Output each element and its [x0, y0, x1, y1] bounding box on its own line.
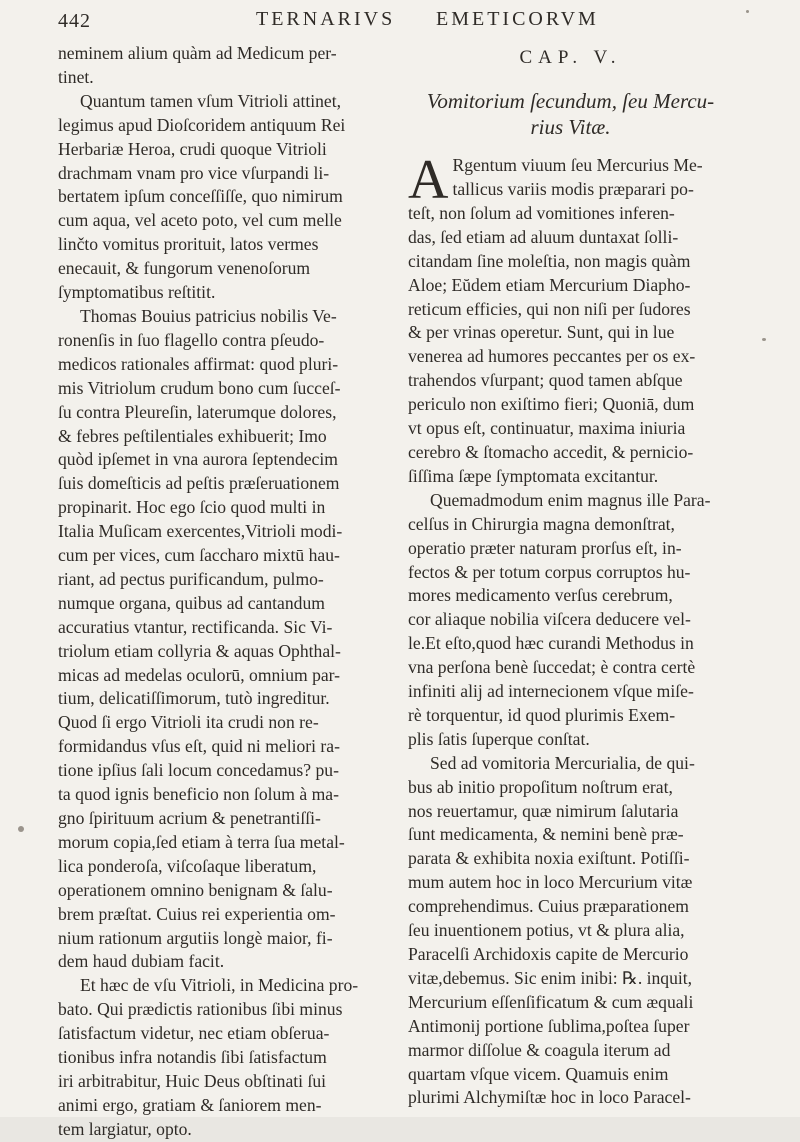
text-line: Sed ad vomitoria Mercurialia, de qui-: [430, 752, 695, 773]
page-number: 442: [58, 10, 91, 32]
text-line: tinet.: [58, 66, 94, 87]
text-line: plis ſatis ſuperque conſtat.: [408, 728, 590, 749]
text-line: numque organa, quibus ad cantandum: [58, 592, 325, 613]
text-line: brem præſtat. Cuius rei experientia om-: [58, 903, 336, 924]
ink-speck: [18, 826, 24, 832]
text-line: morum copia,ſed etiam à terra ſua metal-: [58, 831, 345, 852]
chapter-title: [408, 88, 733, 140]
text-line: vna perſona benè ſuccedat; è contra certè: [408, 657, 696, 678]
text-line: ta quod ignis beneficio non ſolum à ma-: [58, 784, 339, 805]
text-line: propinarit. Hoc ego ſcio quod multi in: [58, 497, 326, 518]
text-line: plurimi Alchymiſtæ hoc in loco Paracel-: [408, 1087, 691, 1108]
text-line: neminem alium quàm ad Medicum per-: [58, 43, 337, 63]
text-line: gno ſpirituum acrium & penetrantiſſi-: [58, 808, 321, 828]
text-line: lica ponderoſa, viſcoſaque liberatum,: [58, 855, 317, 876]
text-line: ſunt medicamenta, & nemini benè præ-: [408, 824, 684, 845]
ink-speck: [762, 338, 766, 341]
text-line: periculo non exiſtimo fieri; Quoniā, dum: [408, 394, 695, 415]
text-line: Herbariæ Heroa, crudi quoque Vitrioli: [58, 138, 327, 159]
text-line: trahendos vſurpant; quod tamen abſque: [408, 370, 683, 391]
text-line: iri arbitrabitur, Huic Deus obſtinati ſui: [58, 1070, 327, 1091]
drop-cap: A: [408, 148, 449, 211]
text-line: drachmam vnam pro vice vſurpandi li-: [58, 162, 330, 183]
text-line: operatio præter naturam prorſus eſt, in-: [408, 537, 682, 558]
text-line: citandam ſine moleſtia, non magis quàm: [408, 250, 691, 271]
text-line: cum per vices, cum ſaccharo mixtū hau-: [58, 545, 340, 566]
text-line: mum autem hoc in loco Mercurium vitæ: [408, 872, 693, 893]
text-line: Italia Muſicam exercentes,Vitrioli modi-: [58, 521, 343, 542]
text-line: comprehendimus. Cuius præparationem: [408, 896, 689, 917]
text-line: dem haud dubiam facit.: [58, 951, 225, 972]
text-line: operationem omnino benignam & ſalu-: [58, 879, 333, 900]
text-line: ſymptomatibus reſtitit.: [58, 282, 216, 303]
text-line: legimus apud Dioſcoridem antiquum Rei: [58, 114, 346, 135]
text-line: linčto vomitus prorituit, latos vermes: [58, 234, 319, 255]
text-line: fectos & per totum corpus corruptos hu-: [408, 561, 691, 582]
text-line: enecauit, & fungorum venenoſorum: [58, 258, 311, 279]
right-column: [408, 42, 733, 1110]
text-line: nium rationum argutiis longè maior, fi-: [58, 927, 333, 948]
text-line: ſiſſima ſæpe ſymptomata excitantur.: [408, 465, 659, 486]
text-line: Rgentum viuum ſeu Mercurius Me-: [452, 154, 703, 175]
text-line: & per vrinas operetur. Sunt, qui in lue: [408, 322, 675, 343]
text-line: mores medicamento verſus cerebrum,: [408, 585, 673, 606]
text-line: le.Et eſto,quod hæc curandi Methodus in: [408, 633, 694, 654]
text-line: tium, delicatiſſimorum, tutò ingreditur.: [58, 688, 330, 709]
ink-speck: [746, 10, 749, 13]
text-line: mis Vitriolum crudum bono cum ſucceſ-: [58, 377, 341, 398]
text-line: bertatem ipſum conceſſiſſe, quo nimirum: [58, 186, 343, 207]
text-line: rè torquentur, id quod plurimis Exem-: [408, 704, 676, 725]
text-line: cerebro & ſtomacho accedit, & pernicio-: [408, 441, 694, 462]
text-line: tionibus infra notandis ſibi ſatisfactum: [58, 1047, 327, 1068]
text-line: ſeu inuentionem potius, vt & plura alia,: [408, 920, 685, 941]
text-line: bus ab initio propoſitum noſtrum erat,: [408, 776, 673, 797]
text-line: ſuis domeſticis ad peſtis præſeruationem: [58, 473, 340, 494]
text-line: cum aqua, vel aceto poto, vel cum melle: [58, 210, 342, 231]
text-line: ſatisfactum videtur, nec etiam obſerua-: [58, 1023, 330, 1044]
text-line: quartam vſque vicem. Quamuis enim: [408, 1063, 669, 1084]
chapter-label: CAP. V.: [519, 47, 622, 68]
text-line: Quemadmodum enim magnus ille Para-: [430, 489, 711, 510]
text-line: tione ipſius ſali locum concedamus? pu-: [58, 760, 339, 781]
text-line: Et hæc de vſu Vitrioli, in Medicina pro-: [80, 975, 359, 996]
text-line: tallicus variis modis præparari po-: [452, 178, 694, 199]
text-line: quòd ipſemet in vna aurora ſeptendecim: [58, 449, 338, 470]
text-line: formidandus vſus eſt, quid ni meliori ra-: [58, 736, 340, 757]
text-line: das, ſed etiam ad aluum duntaxat ſolli-: [408, 226, 679, 247]
text-line: infiniti alij ad internecionem vſque miſe-: [408, 681, 694, 702]
text-line: marmor diſſolue & coagula iterum ad: [408, 1039, 671, 1060]
text-line: bato. Qui prædictis rationibus ſibi minus: [58, 999, 343, 1020]
text-line: Quantum tamen vſum Vitrioli attinet,: [80, 90, 342, 111]
text-line: triolum etiam collyria & aquas Ophthal-: [58, 640, 341, 661]
text-line: ſu contra Pleureſin, laterumque dolores,: [58, 401, 337, 422]
text-line: teſt, non ſolum ad vomitiones inferen-: [408, 202, 675, 223]
text-line: Mercurium eſſenſificatum & cum æquali: [408, 991, 694, 1012]
text-line: riant, ad pectus purificandum, pulmo-: [58, 568, 324, 589]
chapter-title-line: rius Vitæ.: [530, 114, 611, 139]
text-line: vitæ,debemus. Sic enim inibi: ℞. inquit,: [408, 967, 693, 988]
chapter-title-line: Vomitorium ſecundum, ſeu Mercu-: [426, 88, 715, 113]
running-head-right: EMETICORVM: [436, 8, 599, 30]
text-line: reticum efficies, qui non niſi per ſudores: [408, 298, 691, 319]
text-line: vt opus eſt, continuatur, maxima iniuria: [408, 418, 686, 439]
running-head-left: TERNARIVS: [256, 8, 396, 30]
text-line: medicos rationales affirmat: quod pluri-: [58, 353, 339, 374]
text-line: Antimonij portione ſublima,poſtea ſuper: [408, 1015, 690, 1036]
text-line: Thomas Bouius patricius nobilis Ve-: [80, 305, 337, 326]
text-line: Aloe; Eŭdem etiam Mercurium Diapho-: [408, 274, 691, 295]
text-line: Paracelſi Archidoxis capite de Mercurio: [408, 944, 689, 964]
text-line: micas ad medelas oculorū, omnium par-: [58, 664, 341, 685]
text-line: celſus in Chirurgia magna demonſtrat,: [408, 513, 675, 534]
dropcap-paragraph: [408, 148, 733, 211]
text-line: & febres peſtilentiales exhibuerit; Imo: [58, 425, 327, 446]
text-line: nos reuertamur, quæ nimirum ſalutaria: [408, 800, 679, 821]
text-line: Quod ſi ergo Vitrioli ita crudi non re-: [58, 712, 319, 733]
text-line: cor aliaque nobilia viſcera deducere vel-: [408, 609, 691, 630]
text-line: ronenſis in ſuo flagello contra pſeudo-: [58, 329, 325, 350]
text-line: venerea ad humores peccantes per os ex-: [408, 346, 696, 367]
text-line: parata & exhibita noxia exiſtunt. Potiſſi-: [408, 848, 690, 869]
text-line: animi ergo, gratiam & ſaniorem men-: [58, 1094, 322, 1115]
left-column: [58, 42, 378, 1142]
text-line: accuratius vtantur, rectificanda. Sic Vi-: [58, 616, 333, 637]
text-line: tem largiatur, opto.: [58, 1118, 192, 1139]
